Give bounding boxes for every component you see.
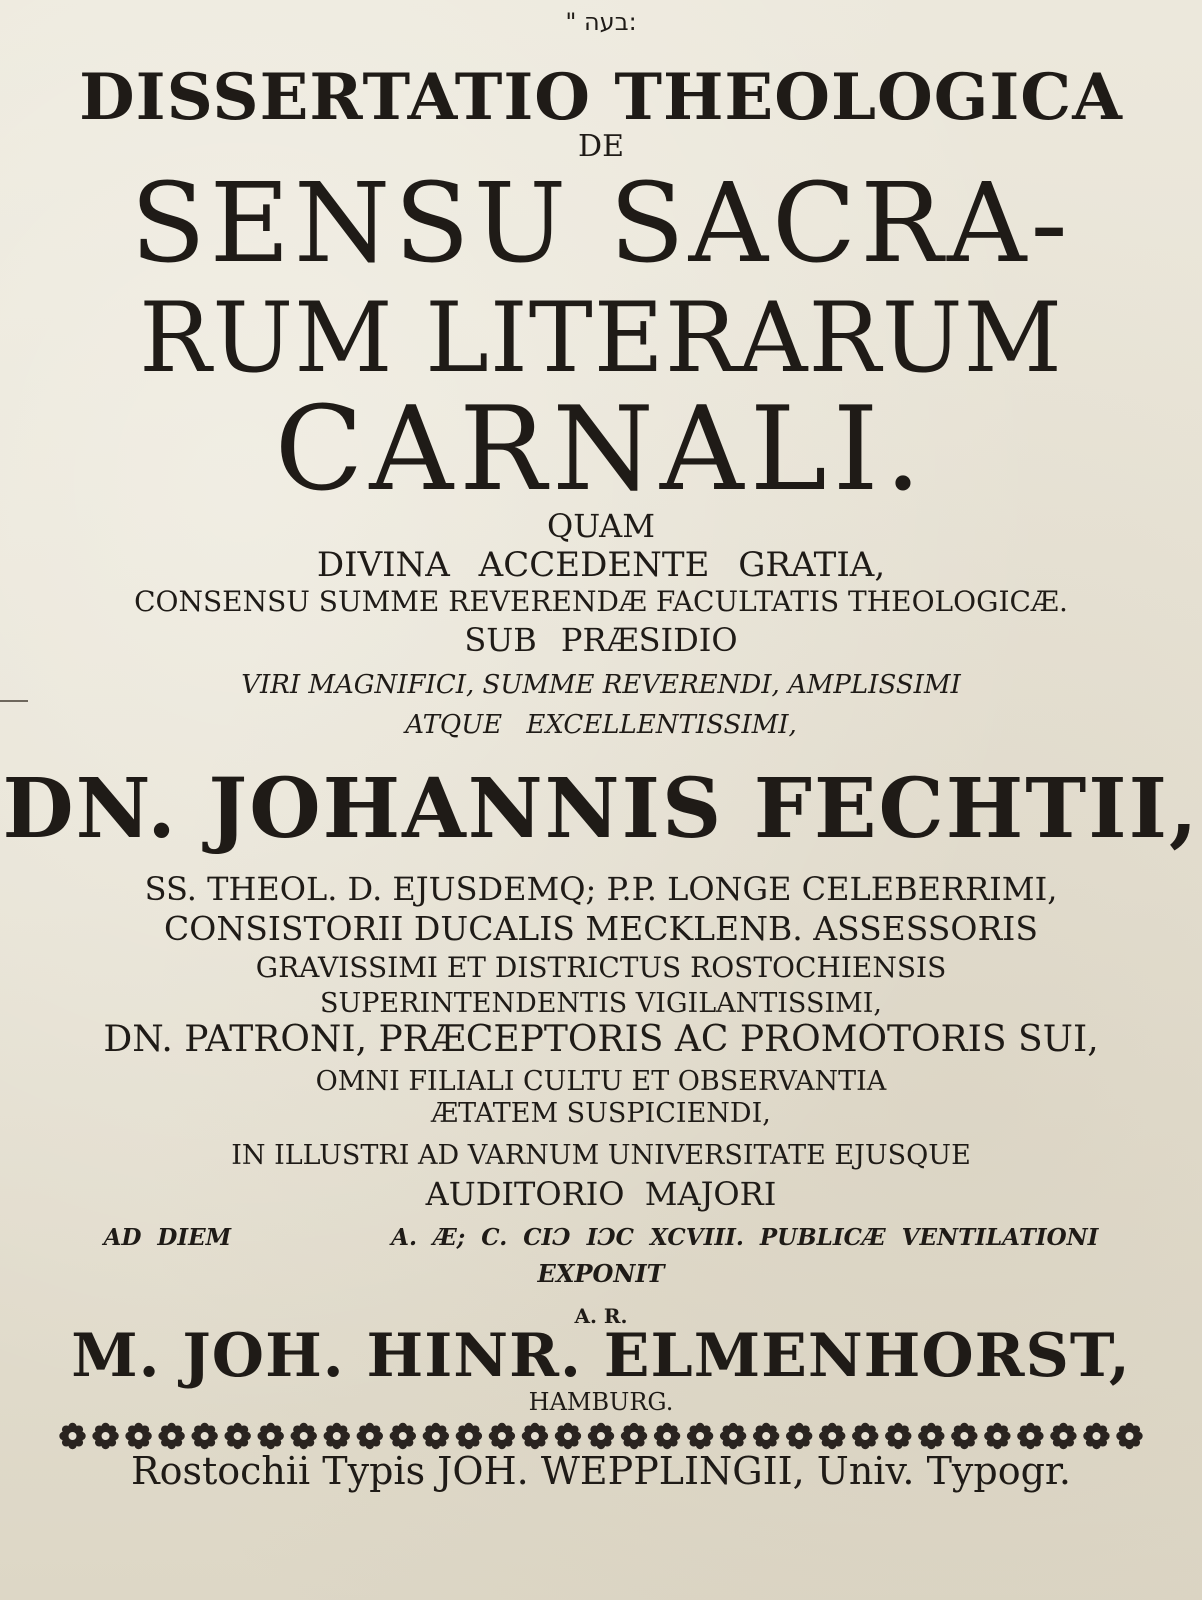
ornament-flower: [291, 1423, 317, 1449]
hamburg-line: HAMBURG.: [528, 1388, 674, 1416]
sub-praesidio-line: SUB PRÆSIDIO: [464, 621, 738, 659]
ornament-flower: [885, 1423, 911, 1449]
consensu-line: CONSENSU SUMME REVERENDÆ FACULTATIS THEOLOGICÆ.: [134, 585, 1068, 618]
ornament-flower: [918, 1423, 944, 1449]
ornament-flower: [1017, 1423, 1043, 1449]
ornament-flower: [456, 1423, 482, 1449]
auditorio-line: AUDITORIO MAJORI: [425, 1175, 777, 1213]
divina-line: DIVINA ACCEDENTE GRATIA,: [316, 545, 886, 585]
praeses-title-line-3: GRAVISSIMI ET DISTRICTUS ROSTOCHIENSIS: [255, 951, 947, 984]
viri-magnifici-line: VIRI MAGNIFICI, SUMME REVERENDI, AMPLISSIMI: [241, 670, 961, 700]
ornament-flower: [984, 1423, 1010, 1449]
praeses-title-line-1: SS. THEOL. D. EJUSDEMQ; P.P. LONGE CELEBERRIMI,: [144, 870, 1058, 908]
ornament-flower: [258, 1423, 284, 1449]
imprint-line: Rostochii Typis JOH. WEPPLINGII, Univ. Typogr.: [131, 1449, 1071, 1493]
date-line: AD DIEM A. Æ; C. CIƆ IƆC XCVIII. PUBLICÆ VENTILATIONI: [103, 1224, 1099, 1251]
hebrew-mark: " בעה:: [565, 8, 637, 36]
praeses-title-line-4: SUPERINTENDENTIS VIGILANTISSIMI,: [319, 988, 883, 1019]
ornament-flower: [753, 1423, 779, 1449]
ornament-flower: [191, 1423, 217, 1449]
ornament-flower: [390, 1423, 416, 1449]
ornament-flower: [158, 1423, 184, 1449]
atque-line: ATQUE EXCELLENTISSIMI,: [405, 710, 797, 740]
main-title-de: DE: [578, 129, 624, 164]
main-title-line-1: DISSERTATIO THEOLOGICA: [79, 60, 1123, 135]
exponit-line: EXPONIT: [537, 1259, 665, 1288]
main-title-line-3: SENSU SACRA-: [130, 159, 1072, 287]
ar-line: A. R.: [574, 1304, 628, 1328]
ornament-flower: [522, 1423, 548, 1449]
margin-mark: [0, 700, 28, 702]
ornament-flower: [621, 1423, 647, 1449]
ornament-flower: [1083, 1423, 1109, 1449]
ornament-flower: [357, 1423, 383, 1449]
ornament-flower: [786, 1423, 812, 1449]
ornament-flower: [1050, 1423, 1076, 1449]
ornament-flower: [423, 1423, 449, 1449]
ornament-flower: [224, 1423, 250, 1449]
ornament-flower: [588, 1423, 614, 1449]
aetatem-line: ÆTATEM SUSPICIENDI,: [431, 1098, 771, 1129]
ornament-flower: [687, 1423, 713, 1449]
omni-filiali-line: OMNI FILIALI CULTU ET OBSERVANTIA: [315, 1066, 887, 1097]
main-title-line-5: CARNALI.: [274, 382, 928, 517]
ornament-flower: [654, 1423, 680, 1449]
respondent-name: M. JOH. HINR. ELMENHORST,: [71, 1321, 1131, 1391]
ornament-flower: [720, 1423, 746, 1449]
ornament-flower: [489, 1423, 515, 1449]
ornament-flower: [125, 1423, 151, 1449]
ornament-flower: [951, 1423, 977, 1449]
ornament-flower: [555, 1423, 581, 1449]
patroni-line: DN. PATRONI, PRÆCEPTORIS AC PROMOTORIS SUI,: [103, 1019, 1099, 1060]
ornament-flower: [324, 1423, 350, 1449]
quam-line: QUAM: [546, 507, 656, 545]
ornament-flower: [59, 1423, 85, 1449]
ornament-flower: [1116, 1423, 1142, 1449]
ornament-flower: [92, 1423, 118, 1449]
main-title-line-4: RUM LITERARUM: [139, 282, 1063, 394]
university-line: IN ILLUSTRI AD VARNUM UNIVERSITATE EJUSQUE: [231, 1140, 971, 1171]
ornament-flower: [819, 1423, 845, 1449]
ornament-flower: [852, 1423, 878, 1449]
praeses-title-line-2: CONSISTORII DUCALIS MECKLENB. ASSESSORIS: [164, 909, 1038, 948]
praeses-name: DN. JOHANNIS FECHTII,: [2, 761, 1200, 857]
